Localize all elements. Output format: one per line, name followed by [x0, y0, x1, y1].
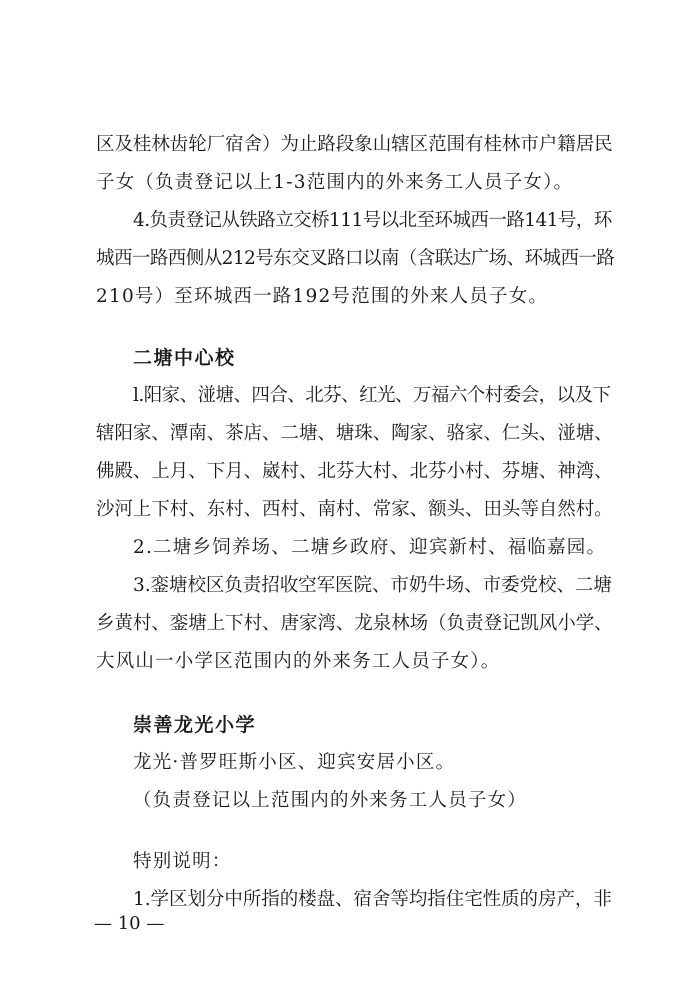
paragraph-line: 1.学区划分中所指的楼盘、宿舍等均指住宅性质的房产，非 — [133, 889, 612, 910]
paragraph-line: 子女（负责登记以上1-3范围内的外来务工人员子女）。 — [96, 172, 574, 193]
paragraph-line: 4.负责登记从铁路立交桥111号以北至环城西一路141号，环 — [133, 210, 612, 231]
paragraph-line: 区及桂林齿轮厂宿舍）为止路段象山辖区范围有桂林市户籍居民 — [96, 134, 613, 155]
paragraph-line: （负责登记以上范围内的外来务工人员子女） — [133, 790, 528, 811]
section-heading-note: 特别说明： — [133, 851, 232, 872]
section-heading-longguang: 崇善龙光小学 — [133, 714, 257, 736]
paragraph-line: 沙河上下村、东村、西村、南村、常家、额头、田头等自然村。 — [96, 499, 613, 520]
page-number: — 10 — — [94, 913, 165, 934]
paragraph-line: 乡黄村、銮塘上下村、唐家湾、龙泉林场（负责登记凯风小学、 — [96, 613, 613, 634]
paragraph-line: 3.銮塘校区负责招收空军医院、市奶牛场、市委党校、二塘 — [133, 575, 612, 596]
paragraph-line: 辖阳家、潭南、茶店、二塘、塘珠、陶家、骆家、仁头、湴塘、 — [96, 423, 613, 444]
paragraph-line: 龙光·普罗旺斯小区、迎宾安居小区。 — [133, 752, 456, 773]
paragraph-line: 佛殿、上月、下月、崴村、北芬大村、北芬小村、芬塘、神湾、 — [96, 461, 613, 482]
section-heading-ertang: 二塘中心校 — [133, 347, 236, 369]
paragraph-line: l.阳家、湴塘、四合、北芬、红光、万福六个村委会，以及下 — [133, 385, 611, 406]
paragraph-line: 2.二塘乡饲养场、二塘乡政府、迎宾新村、福临嘉园。 — [133, 537, 607, 558]
paragraph-line: 210号）至环城西一路192号范围的外来人员子女。 — [96, 286, 549, 307]
paragraph-line: 大风山一小学区范围内的外来务工人员子女）。 — [96, 651, 501, 672]
paragraph-line: 城西一路西侧从212号东交叉路口以南（含联达广场、环城西一路 — [96, 248, 615, 269]
